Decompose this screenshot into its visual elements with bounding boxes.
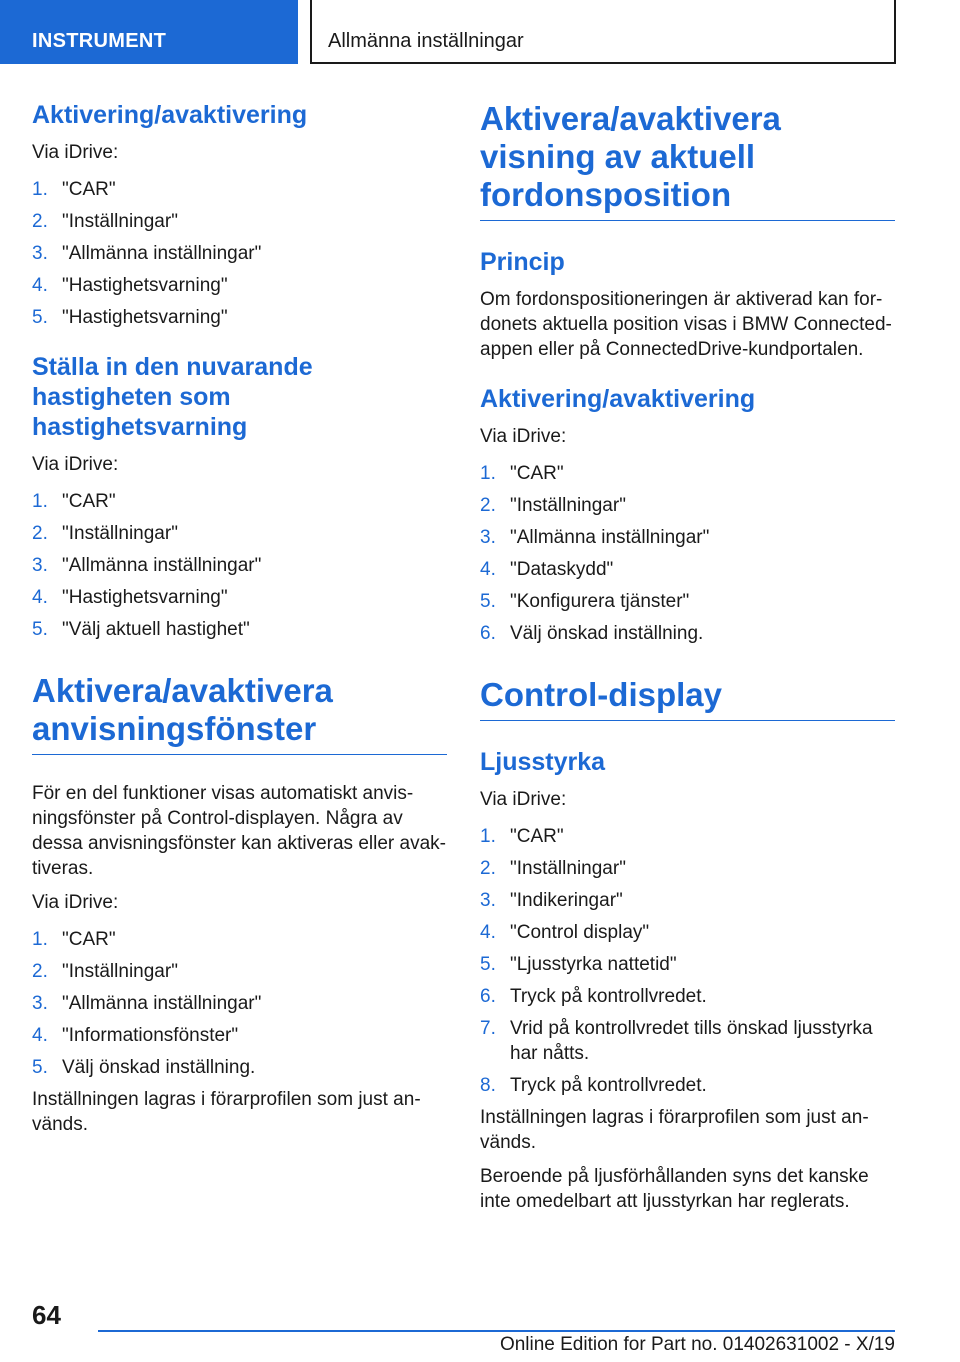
heading-brightness: Ljusstyrka: [480, 748, 606, 776]
page-number: 64: [32, 1300, 61, 1330]
list-item: 4. "Dataskydd": [480, 559, 614, 580]
list-item: 1. "CAR": [32, 491, 116, 512]
list-item: 4. "Hastighetsvarning": [32, 275, 228, 296]
list-item: 2. "Inställningar": [480, 495, 626, 516]
list-item: 6. Tryck på kontrollvredet.: [480, 986, 707, 1007]
footer-edition: Online Edition for Part no. 01402631002 - X/19: [499, 1334, 895, 1355]
left-column: [32, 100, 447, 1146]
list-item: 2. "Inställningar": [32, 961, 178, 982]
list-item: 2. "Inställningar": [480, 858, 626, 879]
list-item: 4. "Informationsfönster": [32, 1025, 239, 1046]
footer-divider: [98, 1330, 895, 1332]
section-title: Allmänna inställningar: [310, 0, 896, 64]
via-idrive: Via iDrive:: [480, 789, 567, 810]
chapter-tab: INSTRUMENT: [0, 0, 298, 64]
paragraph-note: Inställningen lagras i förarprofilen som just används.: [480, 1107, 869, 1153]
list-item: 5. "Välj aktuell hastighet": [32, 619, 250, 640]
heading-vehicle-position: Aktivera/avaktivera visning av aktuell fordonsposition: [480, 100, 895, 221]
paragraph: För en del funktioner visas automatiskt anvisningsfönster på Control-displayen. Några av dessa anvisningsfönster kan aktiveras eller avaktiveras.: [32, 783, 446, 879]
list-item: 2. "Inställningar": [32, 523, 178, 544]
paragraph: Om fordonspositioneringen är aktiverad kan fordonets aktuella position visas i BMW Connected-appen eller på ConnectedDrive-kundportalen.: [480, 289, 892, 360]
list-item: 1. "CAR": [32, 929, 116, 950]
list-item: 3. "Allmänna inställningar": [480, 527, 710, 548]
list-item: 3. "Indikeringar": [480, 890, 623, 911]
heading-set-speed: Ställa in den nuvarande hastigheten som hastighetsvarning: [32, 353, 313, 441]
steps-list: [480, 461, 895, 646]
list-item: 1. "CAR": [32, 179, 116, 200]
list-item: 8. Tryck på kontrollvredet.: [480, 1075, 707, 1096]
list-item: 1. "CAR": [480, 463, 564, 484]
list-item: 5. Välj önskad inställning.: [32, 1057, 256, 1078]
list-item: 4. "Hastighetsvarning": [32, 587, 228, 608]
via-idrive: Via iDrive:: [480, 426, 567, 447]
list-item: 2. "Inställningar": [32, 211, 178, 232]
via-idrive: Via iDrive:: [32, 454, 119, 475]
heading-activation: Aktivering/avaktivering: [32, 101, 308, 129]
steps-list: [32, 927, 447, 1080]
list-item: 4. "Control display": [480, 922, 650, 943]
heading-activation: Aktivering/avaktivering: [480, 385, 756, 413]
list-item: 7. Vrid på kontrollvredet tills önskad ljusstyrka har nåtts.: [480, 1018, 873, 1064]
list-item: 6. Välj önskad inställning.: [480, 623, 704, 644]
list-item: 5. "Konfigurera tjänster": [480, 591, 690, 612]
list-item: 5. "Ljusstyrka nattetid": [480, 954, 677, 975]
heading-info-windows: Aktivera/avaktivera anvisningsfönster: [32, 672, 447, 755]
list-item: 1. "CAR": [480, 826, 564, 847]
list-item: 3. "Allmänna inställningar": [32, 243, 262, 264]
via-idrive: Via iDrive:: [32, 892, 119, 913]
paragraph-note: Beroende på ljusförhållanden syns det kanske inte omedelbart att ljusstyrkan har reglerats.: [480, 1166, 869, 1212]
right-column: [480, 100, 895, 1223]
heading-control-display: Control-display: [480, 676, 895, 721]
steps-list: [480, 824, 895, 1098]
list-item: 5. "Hastighetsvarning": [32, 307, 228, 328]
paragraph-note: Inställningen lagras i förarprofilen som just används.: [32, 1089, 421, 1135]
steps-list: [32, 489, 447, 642]
heading-principle: Princip: [480, 248, 565, 276]
steps-list: [32, 177, 447, 330]
via-idrive: Via iDrive:: [32, 142, 119, 163]
list-item: 3. "Allmänna inställningar": [32, 993, 262, 1014]
list-item: 3. "Allmänna inställningar": [32, 555, 262, 576]
